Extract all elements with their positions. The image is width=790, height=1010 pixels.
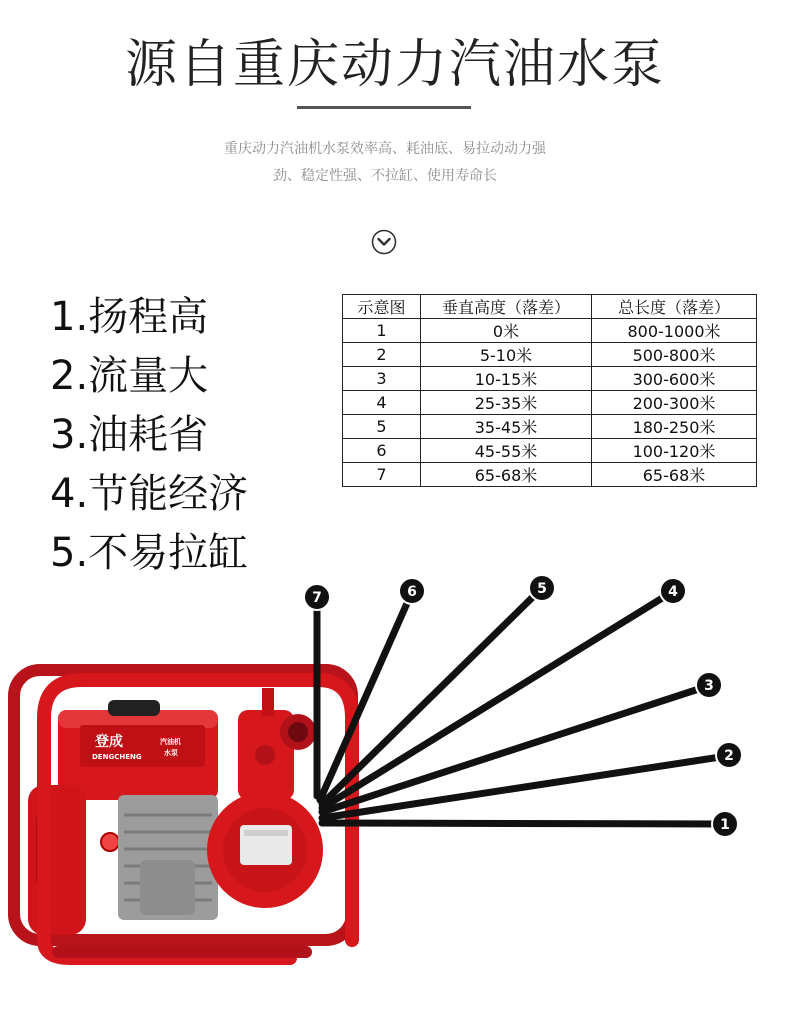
marker-6-label: 6 — [407, 584, 417, 600]
table-cell: 7 — [343, 463, 421, 487]
marker-line-1 — [322, 823, 725, 824]
marker-badge-5 — [529, 575, 555, 601]
page-title: 源自重庆动力汽油水泵 — [124, 35, 665, 95]
table-header-cell: 总长度（落差） — [592, 295, 757, 319]
feature-item: 2.流量大 — [50, 353, 209, 399]
table-cell: 25-35米 — [421, 391, 592, 415]
table-cell: 35-45米 — [421, 415, 592, 439]
marker-2-label: 2 — [724, 748, 734, 764]
table-row — [343, 463, 757, 487]
table-cell: 5-10米 — [421, 343, 592, 367]
table-cell: 1 — [343, 319, 421, 343]
table-cell: 180-250米 — [592, 415, 757, 439]
pump-label: 水泵 — [164, 749, 178, 757]
table-cell: 5 — [343, 415, 421, 439]
spec-table — [342, 294, 757, 487]
table-row — [343, 439, 757, 463]
table-cell: 800-1000米 — [592, 319, 757, 343]
feature-item: 3.油耗省 — [50, 412, 209, 458]
table-cell: 500-800米 — [592, 343, 757, 367]
brand-en-label: DENGCHENG — [92, 753, 142, 761]
marker-7-label: 7 — [312, 590, 322, 606]
marker-badge-1 — [712, 811, 738, 837]
table-cell: 65-68米 — [592, 463, 757, 487]
table-cell: 4 — [343, 391, 421, 415]
marker-line-6 — [320, 592, 412, 800]
marker-badge-7 — [304, 584, 330, 610]
table-header-cell: 示意图 — [343, 295, 421, 319]
title-divider — [297, 106, 471, 109]
table-cell: 3 — [343, 367, 421, 391]
marker-badge-4 — [660, 578, 686, 604]
feature-item: 5.不易拉缸 — [50, 530, 249, 576]
table-cell: 0米 — [421, 319, 592, 343]
marker-badge-2 — [716, 742, 742, 768]
marker-line-2 — [322, 756, 727, 818]
marker-lines — [317, 588, 727, 824]
table-row — [343, 367, 757, 391]
description-line-1: 重庆动力汽油机水泵效率高、耗油底、易拉动动力强 — [224, 141, 546, 157]
chevron-down-circle-icon[interactable] — [371, 229, 397, 255]
marker-4-label: 4 — [668, 584, 678, 600]
table-row — [343, 391, 757, 415]
table-cell: 2 — [343, 343, 421, 367]
engine-label: 汽油机 — [160, 738, 181, 746]
marker-1-label: 1 — [720, 817, 730, 833]
marker-3-label: 3 — [704, 678, 714, 694]
marker-badge-3 — [696, 672, 722, 698]
table-row — [343, 343, 757, 367]
feature-item: 1.扬程高 — [50, 294, 209, 340]
marker-5-label: 5 — [537, 581, 547, 597]
table-cell: 200-300米 — [592, 391, 757, 415]
marker-badge-6 — [399, 578, 425, 604]
table-header-cell: 垂直高度（落差） — [421, 295, 592, 319]
table-cell: 100-120米 — [592, 439, 757, 463]
description-line-2: 劲、稳定性强、不拉缸、使用寿命长 — [273, 168, 497, 184]
table-row — [343, 415, 757, 439]
table-row — [343, 319, 757, 343]
table-header-row — [343, 295, 757, 319]
feature-item: 4.节能经济 — [50, 471, 249, 517]
table-cell: 10-15米 — [421, 367, 592, 391]
brand-cn-label: 登成 — [95, 734, 123, 750]
table-cell: 65-68米 — [421, 463, 592, 487]
table-cell: 300-600米 — [592, 367, 757, 391]
pump-diagram — [0, 560, 790, 1010]
table-cell: 6 — [343, 439, 421, 463]
feature-list — [50, 288, 248, 583]
water-pump-image — [14, 670, 352, 958]
table-cell: 45-55米 — [421, 439, 592, 463]
